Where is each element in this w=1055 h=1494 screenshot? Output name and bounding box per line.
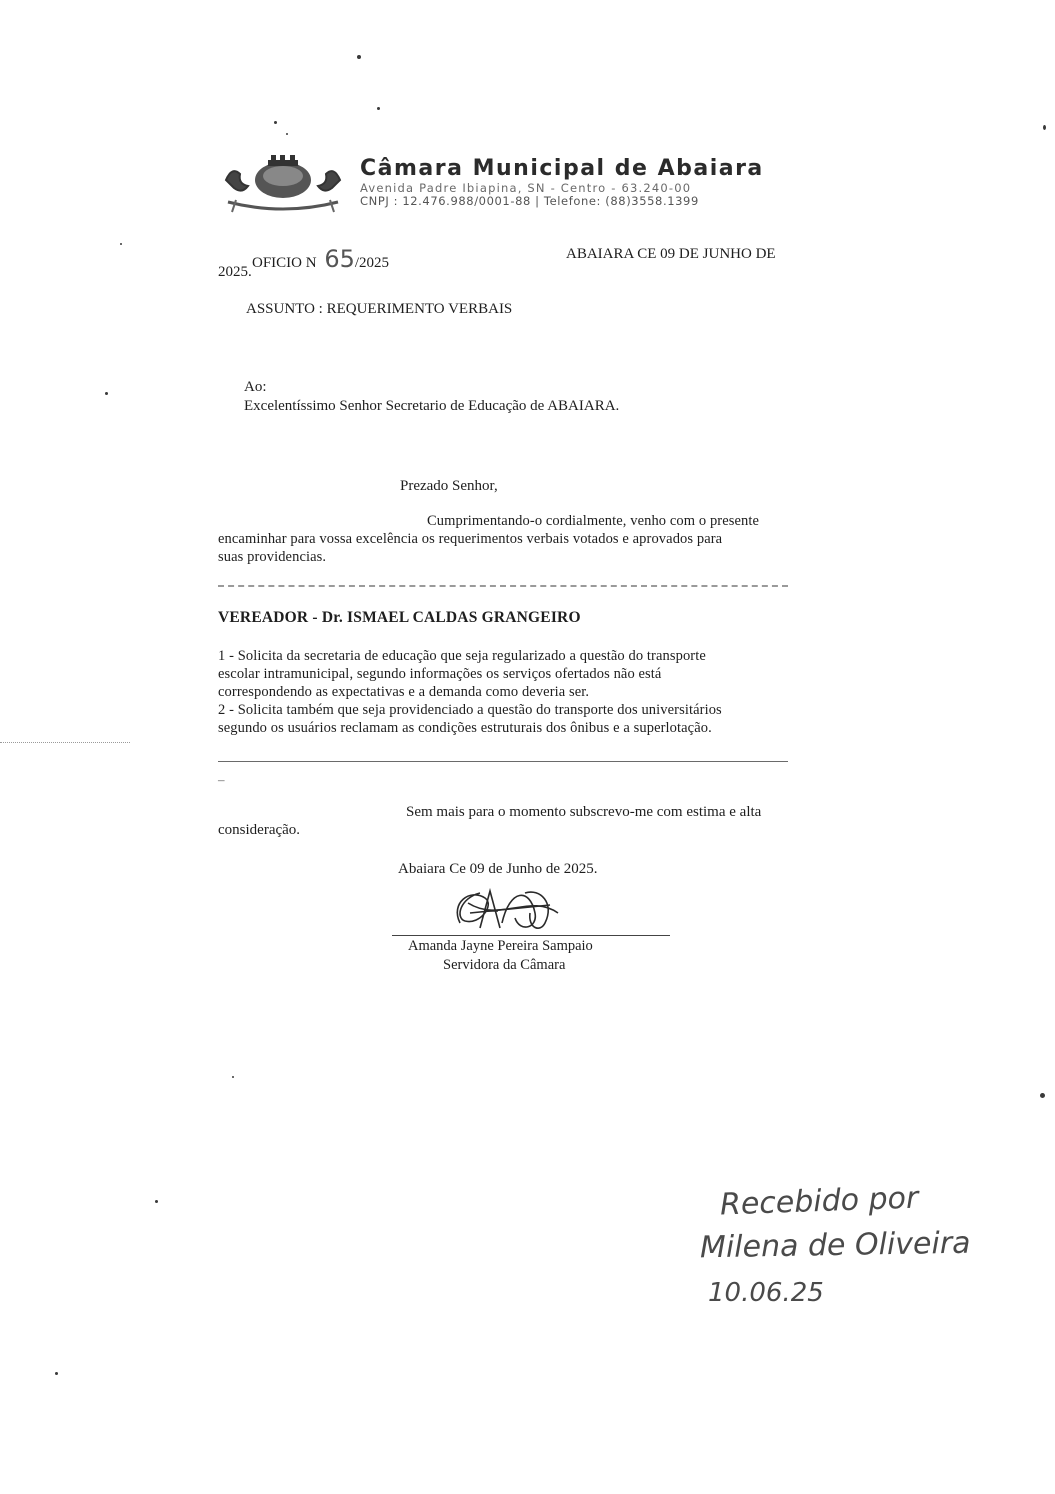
place-date-header: ABAIARA CE 09 DE JUNHO DE: [566, 246, 776, 262]
oficio-number-line: [252, 245, 389, 273]
request-line: 2 - Solicita também que seja providenciado a questão do transporte dos universitários: [218, 702, 722, 718]
scan-artifact: [0, 742, 130, 743]
scan-speck: [120, 243, 122, 245]
receipt-note-line: Milena de Oliveira: [699, 1225, 971, 1266]
recipient-name: Excelentíssimo Senhor Secretario de Educação de ABAIARA.: [244, 398, 620, 414]
receipt-note-line: Recebido por: [719, 1180, 919, 1223]
divider: [218, 761, 788, 762]
signature-line: [392, 935, 670, 936]
intro-paragraph-line: suas providencias.: [218, 549, 327, 565]
subject-line: ASSUNTO : REQUERIMENTO VERBAIS: [246, 301, 513, 317]
scan-speck: [155, 1200, 158, 1203]
request-line: escolar intramunicipal, segundo informações os serviços ofertados não está: [218, 666, 662, 682]
handwritten-signature: [440, 883, 580, 943]
request-line: correspondendo as expectativas e a demanda como deveria ser.: [218, 684, 590, 700]
scan-speck: [55, 1372, 58, 1375]
councilor-name: VEREADOR - Dr. ISMAEL CALDAS GRANGEIRO: [218, 609, 581, 626]
scan-speck: [357, 55, 361, 59]
organization-address: Avenida Padre Ibiapina, SN - Centro - 63.240-00: [360, 181, 692, 195]
request-line: 1 - Solicita da secretaria de educação que seja regularizado a questão do transporte: [218, 648, 706, 664]
receipt-note-date: 10.06.25: [708, 1278, 824, 1308]
scan-speck: [274, 121, 277, 124]
organization-name: Câmara Municipal de Abaiara: [360, 156, 764, 181]
signatory-role: Servidora da Câmara: [443, 957, 566, 973]
organization-cnpj-phone: CNPJ : 12.476.988/0001-88 | Telefone: (88)3558.1399: [360, 194, 699, 208]
oficio-number-handwritten: 65: [324, 245, 355, 273]
scan-speck: [232, 1076, 234, 1078]
city-emblem-icon: [218, 150, 348, 216]
scan-speck: [105, 392, 108, 395]
scan-speck: [1043, 125, 1046, 130]
signatory-name: Amanda Jayne Pereira Sampaio: [408, 938, 593, 954]
recipient-to: Ao:: [244, 379, 267, 395]
request-line: segundo os usuários reclamam as condições estruturais dos ônibus e a superlotação.: [218, 720, 712, 736]
greeting: Prezado Senhor,: [400, 478, 498, 494]
scan-speck: [286, 133, 288, 135]
intro-paragraph-line: Cumprimentando-o cordialmente, venho com o presente: [427, 513, 760, 529]
closing-line: consideração.: [218, 822, 301, 838]
scan-speck: [1040, 1093, 1045, 1098]
oficio-prefix: OFICIO N: [252, 255, 317, 271]
closing-line: Sem mais para o momento subscrevo-me com estima e alta: [406, 804, 762, 820]
divider: [218, 585, 788, 587]
intro-paragraph-line: encaminhar para vossa excelência os requerimentos verbais votados e aprovados para: [218, 531, 723, 547]
scan-speck: [377, 107, 380, 110]
place-date-signature: Abaiara Ce 09 de Junho de 2025.: [398, 861, 598, 877]
dash-mark: –: [218, 772, 225, 787]
place-date-header-year: 2025.: [218, 264, 252, 280]
oficio-suffix: /2025: [354, 255, 390, 271]
